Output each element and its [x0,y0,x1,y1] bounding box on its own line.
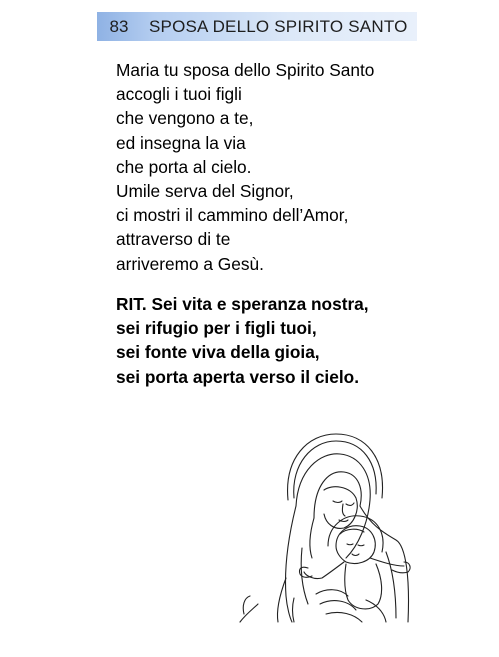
chorus [116,292,369,389]
verse-line: accogli i tuoi figli [116,84,242,105]
chorus-line: sei rifugio per i figli tuoi, [116,318,317,339]
verse-line: Maria tu sposa dello Spirito Santo [116,60,375,80]
verse-line: che porta al cielo. [116,156,252,177]
chorus-line: sei porta aperta verso il cielo. [116,366,360,387]
song-title: SPOSA DELLO SPIRITO SANTO [149,16,408,36]
verse-line: che vengono a te, [116,108,254,129]
verse-line: arriveremo a Gesù. [116,253,264,274]
verse [116,58,374,276]
verse-line: ci mostri il cammino dell’Amor, [116,205,349,226]
verse-line: Umile serva del Signor, [116,181,294,202]
madonna-and-child-icon [236,428,416,623]
song-header [97,12,417,41]
chorus-line: sei fonte viva della gioia, [116,342,320,363]
chorus-line: RIT. Sei vita e speranza nostra, [116,294,369,314]
song-number: 83 [109,16,129,36]
verse-line: attraverso di te [116,229,231,250]
verse-line: ed insegna la via [116,132,246,153]
